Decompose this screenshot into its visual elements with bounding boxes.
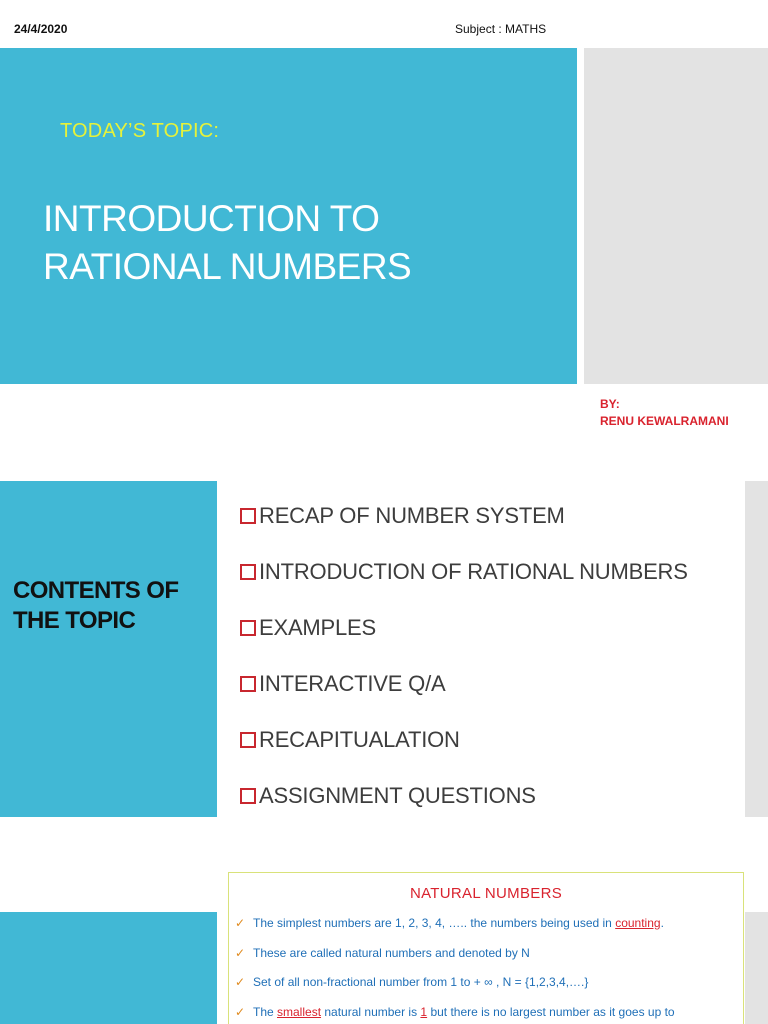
subject-label: Subject : MATHS: [455, 22, 547, 36]
natural-side-panel: [745, 912, 768, 1024]
slide-title-text: [43, 195, 563, 291]
checkbox-square-icon: [240, 676, 256, 692]
checkmark-icon: ✓: [235, 1004, 246, 1019]
list-item: RECAPITUALATION: [240, 727, 688, 783]
list-item: ✓ The smallest natural number is 1 but there is no largest number as it goes up to: [235, 1004, 675, 1019]
contents-heading: [13, 576, 178, 636]
checkbox-square-icon: [240, 564, 256, 580]
list-item: ✓ These are called natural numbers and denoted by N: [235, 945, 530, 960]
natural-panel: [0, 912, 217, 1024]
natural-numbers-box: [228, 872, 744, 1024]
list-item: RECAP OF NUMBER SYSTEM: [240, 503, 688, 559]
contents-list: [240, 503, 688, 839]
heading-line-2: THE TOPIC: [13, 607, 136, 634]
emphasis-one: 1: [420, 1004, 428, 1019]
contents-panel: [0, 481, 217, 817]
author-block: [600, 396, 729, 430]
checkbox-square-icon: [240, 788, 256, 804]
title-line-2: RATIONAL NUMBERS: [43, 246, 412, 287]
topic-label: TODAY’S TOPIC:: [60, 120, 220, 142]
title-line-1: INTRODUCTION TO: [43, 198, 380, 239]
checkmark-icon: ✓: [235, 945, 246, 960]
list-item: EXAMPLES: [240, 615, 688, 671]
side-panel: [584, 48, 768, 384]
list-item: ASSIGNMENT QUESTIONS: [240, 783, 688, 839]
list-item: INTERACTIVE Q/A: [240, 671, 688, 727]
list-item: ✓ Set of all non-fractional number from 1 to + ∞ , N = {1,2,3,4,….}: [235, 975, 589, 989]
heading-line-1: CONTENTS OF: [13, 577, 179, 604]
contents-side-panel: [745, 481, 768, 817]
author-name: RENU KEWALRAMANI: [600, 414, 729, 428]
natural-numbers-list: [235, 916, 675, 1024]
emphasis-counting: counting: [615, 916, 661, 930]
checkbox-square-icon: [240, 620, 256, 636]
checkbox-square-icon: [240, 732, 256, 748]
checkbox-square-icon: [240, 508, 256, 524]
date-label: 24/4/2020: [14, 22, 68, 36]
checkmark-icon: ✓: [235, 916, 246, 930]
checkmark-icon: ✓: [235, 975, 246, 989]
list-item: INTRODUCTION OF RATIONAL NUMBERS: [240, 559, 688, 615]
list-item: ✓ The simplest numbers are 1, 2, 3, 4, ….. the numbers being used in counting.: [235, 916, 664, 930]
natural-numbers-title: NATURAL NUMBERS: [409, 885, 563, 902]
emphasis-smallest: smallest: [277, 1004, 322, 1019]
by-label: BY:: [600, 397, 620, 411]
